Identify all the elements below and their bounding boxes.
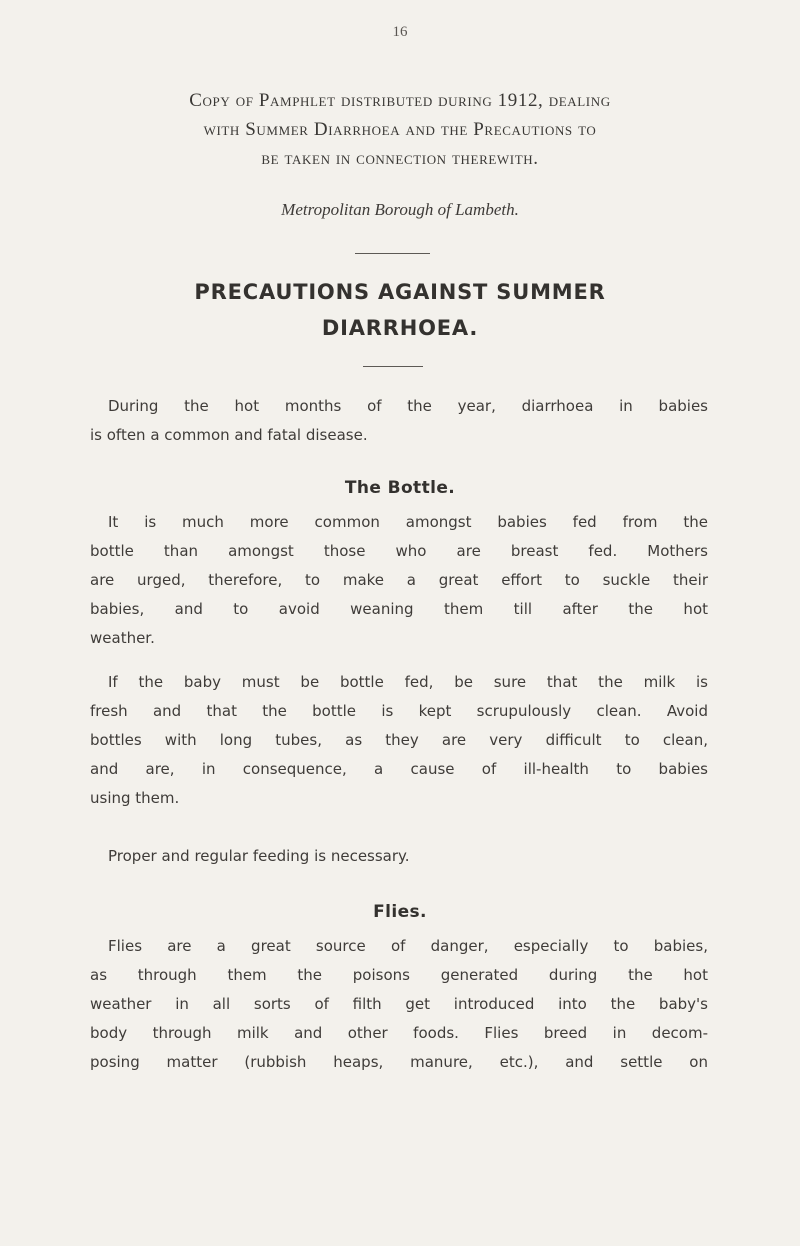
- page-number: 16: [392, 24, 408, 40]
- paragraph-line: Flies are a great source of danger, especially to babies,: [108, 937, 708, 955]
- paragraph-line: weather.: [90, 629, 155, 647]
- intro-paragraph: [90, 392, 708, 450]
- paragraph-line: bottles with long tubes, as they are very difficult to clean,: [90, 731, 708, 749]
- paragraph-line: fresh and that the bottle is kept scrupulously clean. Avoid: [90, 702, 708, 720]
- paragraph-line: and are, in consequence, a cause of ill-health to babies: [90, 760, 708, 778]
- bottle-paragraph-2: [90, 668, 708, 813]
- divider: [363, 366, 423, 367]
- flies-paragraph: [90, 932, 708, 1077]
- paragraph-line: Proper and regular feeding is necessary.: [108, 847, 410, 865]
- paragraph-line: babies, and to avoid weaning them till after the hot: [90, 600, 708, 618]
- main-title-line: PRECAUTIONS AGAINST SUMMER: [194, 280, 606, 304]
- paragraph-line: bottle than amongst those who are breast fed. Mothers: [90, 542, 708, 560]
- header-line: Copy of Pamphlet distributed during 1912, dealing: [189, 90, 611, 111]
- paragraph-line: are urged, therefore, to make a great effort to suckle their: [90, 571, 708, 589]
- paragraph-line: is often a common and fatal disease.: [90, 426, 368, 444]
- borough-name: Metropolitan Borough of Lambeth.: [281, 200, 519, 219]
- bottle-paragraph-3: [90, 842, 708, 871]
- main-title: [60, 274, 740, 346]
- paragraph-line: posing matter (rubbish heaps, manure, etc.), and settle on: [90, 1053, 708, 1071]
- paragraph-line: body through milk and other foods. Flies breed in decom-: [90, 1024, 708, 1042]
- section-heading-bottle: The Bottle.: [344, 478, 456, 498]
- paragraph-line: If the baby must be bottle fed, be sure that the milk is: [108, 673, 708, 691]
- main-title-line: DIARRHOEA.: [321, 316, 479, 340]
- paragraph-line: During the hot months of the year, diarrhoea in babies: [108, 397, 708, 415]
- header-line: be taken in connection therewith.: [261, 148, 539, 169]
- paragraph-line: weather in all sorts of filth get introduced into the baby's: [90, 995, 708, 1013]
- paragraph-line: using them.: [90, 789, 180, 807]
- section-heading-flies: Flies.: [373, 902, 427, 922]
- divider: [355, 253, 430, 254]
- header-line: with Summer Diarrhoea and the Precautions to: [203, 119, 597, 140]
- paragraph-line: It is much more common amongst babies fed from the: [108, 513, 708, 531]
- bottle-paragraph-1: [90, 508, 708, 653]
- paragraph-line: as through them the poisons generated during the hot: [90, 966, 708, 984]
- pamphlet-header: [60, 86, 740, 173]
